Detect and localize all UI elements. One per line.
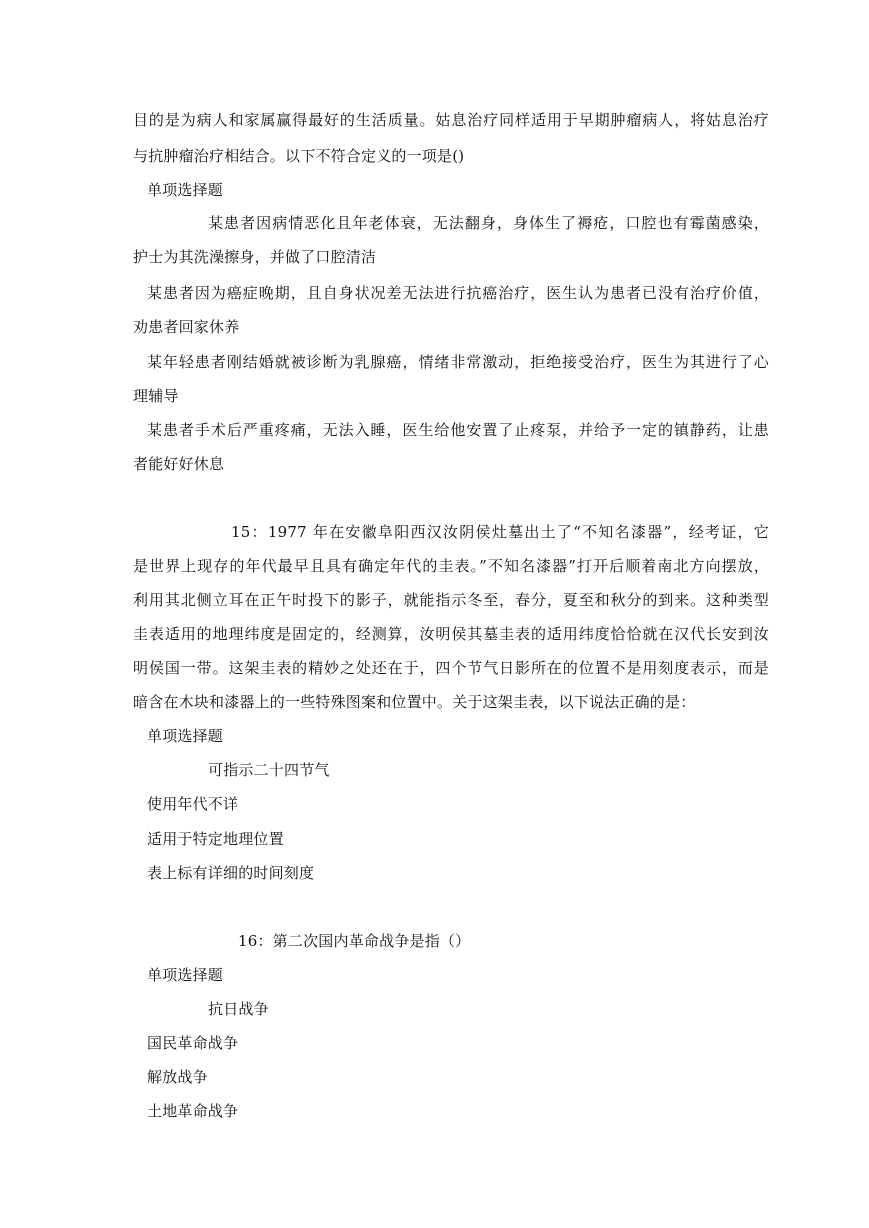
q15-stem-line-2: 是世界上现存的年代最早且具有确定年代的圭表。”不知名漆器”打开后顺着南北方向摆放， [133, 557, 769, 575]
q15-option-b: 使用年代不详 [147, 795, 239, 813]
q14-stem-line-1: 目的是为病人和家属赢得最好的生活质量。姑息治疗同样适用于早期肿瘤病人，将姑息治疗 [133, 111, 769, 129]
q14-option-d-line-2: 者能好好休息 [133, 455, 225, 473]
q14-option-c-line-1: 某年轻患者刚结婚就被诊断为乳腺癌，情绪非常激动，拒绝接受治疗，医生为其进行了心 [147, 353, 769, 371]
q14-option-c-line-2: 理辅导 [133, 387, 179, 405]
q14-option-a-line-2: 护士为其洗澡擦身，并做了口腔清洁 [133, 248, 377, 266]
q15-option-d: 表上标有详细的时间刻度 [147, 864, 315, 882]
q15-stem-line-5: 明侯国一带。这架圭表的精妙之处还在于，四个节气日影所在的位置不是用刻度表示，而是 [133, 659, 769, 677]
q14-option-b-line-2: 劝患者回家休养 [133, 318, 240, 336]
q15-stem-line-6: 暗含在木块和漆器上的一些特殊图案和位置中。关于这架圭表，以下说法正确的是： [133, 693, 696, 711]
q16-option-c: 解放战争 [147, 1068, 208, 1086]
q15-stem-line-1: 15：1977 年在安徽阜阳西汉汝阴侯灶墓出土了“不知名漆器”，经考证，它 [231, 523, 769, 541]
q15-type-label: 单项选择题 [147, 727, 224, 745]
q16-option-a: 抗日战争 [208, 1000, 269, 1018]
q14-option-d-line-1: 某患者手术后严重疼痛，无法入睡，医生给他安置了止疼泵，并给予一定的镇静药，让患 [147, 421, 769, 439]
q16-stem: 16：第二次国内革命战争是指（） [238, 932, 471, 950]
q14-stem-line-2: 与抗肿瘤治疗相结合。以下不符合定义的一项是() [133, 147, 465, 165]
q16-option-d: 土地革命战争 [147, 1102, 239, 1120]
q15-option-a: 可指示二十四节气 [208, 761, 330, 779]
q15-stem-line-3: 利用其北侧立耳在正午时投下的影子，就能指示冬至，春分，夏至和秋分的到来。这种类型 [133, 591, 769, 609]
q15-option-c: 适用于特定地理位置 [147, 830, 284, 848]
q14-option-b-line-1: 某患者因为癌症晚期，且自身状况差无法进行抗癌治疗，医生认为患者已没有治疗价值， [147, 284, 769, 302]
q15-stem-line-4: 圭表适用的地理纬度是固定的，经测算，汝明侯其墓圭表的适用纬度恰恰就在汉代长安到汝 [133, 625, 769, 643]
q16-type-label: 单项选择题 [147, 966, 224, 984]
q14-type-label: 单项选择题 [147, 181, 224, 199]
q16-option-b: 国民革命战争 [147, 1034, 239, 1052]
q14-option-a-line-1: 某患者因病情恶化且年老体衰，无法翻身，身体生了褥疮，口腔也有霉菌感染， [208, 214, 769, 232]
